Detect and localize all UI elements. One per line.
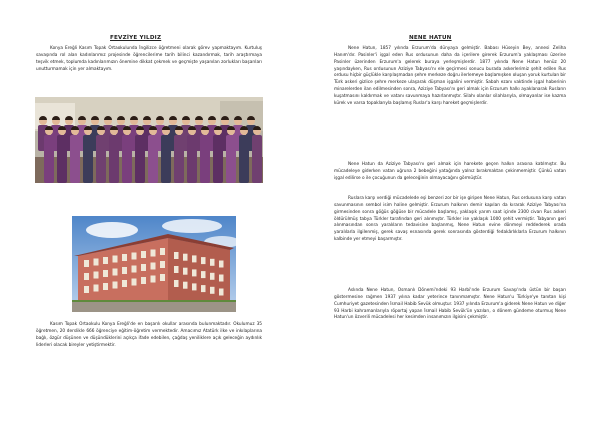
school-caption-paragraph: Kasım Topak Ortaokulu Konya Ereğli'de en başarılı okullar arasında bulunmaktadır. Okulumuz 35 öğretmen, 20 derslikle 666 öğrenciye eğitim-öğretim vermektedir. Amacımız Atatürk ilke ve inkılaplarına bağlı, özgür düşünen ve düşündüklerini açıkça ifade edebilen, çağdaş yeniliklere açık geleceğin aydınlık liderleri olacak bireyler yetiştirmektir. [36, 322, 262, 348]
biography-paragraph-1: Nene Hatun, 1857 yılında Erzurum'da dünyaya gelmiştir. Babası Hüseyin Bey, annesi Zeliha Hanım'dır. Pasinler'i işgal eden Rus ordusunun daha da içerilere girerek Erzurum'a yaklaşması üzerine Pasinler üzerinden Erzurum'a gelerek buraya yerleşmişlerdir. 1877 yılında Nene Hatun henüz 20 yaşındayken, Rus ordusunun Aziziye Tabyası'nı ele geçirmesi sonucu burada askerlerimiz şehit edilen Rus ordusu hiçbir güçlükle karşılaşmadan şehre merkeze doğru ilerlemeye başlamışken oluşan yoruk kurtulan bir Türk askeri gizlice şehre merkeze ulaşarak düşman işgalini vermiştir. Sabah ezanı vaktinde işgal haberinin minarelerden ilan edilmesinden sonra, Aziziye Tabyası'nı geri almak için Erzurum halkı ayaklanarak Rusların kuşatmasını kaldırmak ve vatanı savunmaya hazırlanmıştır. Silahı olanlar silahlarıyla, olmayanlar ise kazma kürek ve varsa topaklarıyla başlamış Ruslar'a karşı hareket geçmişlerdir. [334, 46, 566, 106]
left-page-title: FEVZİYE YILDIZ [110, 35, 162, 41]
biography-paragraph-2: Nene Hatun da Aziziye Tabyası'nı geri almak için harekete geçen halkın arasına katılmıştır. Bu mücadeleye giderken vatan uğruna 2 bebeğini yatağında yalnız bırakmaktan çekinmemiştir. Çünkü vatan işgal edilirse o ile çocuğunun da geleceğinin olmayacağını görmüştür. [334, 162, 566, 181]
intro-paragraph: Konya Ereğli Kasım Topak Ortaokulunda İngilizce öğretmeni olarak görev yapmaktayım. Kurtuluş savaşında rol alan kadınlarımız projesinde öğrencilerime tarih bilinci kazandırmak, tarih araştırmaya teşvik etmek, toplumda kadınlarımızın önemine dikkat çekmek ve geçmişte yaşanılan zorlukları başarıları unutturmamak için yer almaktayım. [36, 46, 262, 72]
right-page-title: NENE HATUN [409, 35, 452, 41]
students-group-photo [35, 97, 263, 183]
right-page [300, 0, 600, 424]
biography-paragraph-4: Aslında Nene Hatun, Osmanlı Dönemi'ndeki 93 Harbi'nde Erzurum Savaşı'nda üstün bir başarı göstermesine rağmen 1937 yılına kadar yeterince tanınmamıştır. Nene Hatun'u Türkiye'ye tanıtan kişi Cumhuriyet gazetesinden İsmail Habib Sevük olmuştur. 1937 yılında Erzurum'a giderek Nene Hatun ve diğer 93 Harbi kahramanlarıyla röportaj yapan İsmail Habib Sevük'ün yazıları, o dönem gündeme oturmuş Nene Hatun'un özverili mücadelesi her kesimden insanımızın ilgisini çekmiştir. [334, 288, 566, 321]
school-building-photo [72, 216, 236, 312]
biography-paragraph-3: Ruslara karşı verdiği mücadelede eşi benzeri zor bir işe giripen Nene Hatun, Rus ordusuna karşı vatan savunmasının sembol isim haline gelmiştir. Erzurum halkının demir kapıları da kırarak Aziziye Tabyası'na girmesinden sonra göğüs göğüse bir mücadele başlamış, yaklaşık yarım saat içinde 2300 civarı Rus askeri öldürülmüş tabya Türkler tarafından geri alınmıştır. Türkler ise yaklaşık 1000 şehit vermiştir. Tabyanın geri alınmasından sonra yaralıların tedavisine başlanmış, Nene Hatun evine dönmeyi reddederek orada yaralılarla ilgilenmiş, gerek savaş esnasında gerek sonrasında gösterdiği fedakârlıklarla Erzurum halkının kalbinde yer etmeyi başarmıştır. [334, 196, 566, 243]
